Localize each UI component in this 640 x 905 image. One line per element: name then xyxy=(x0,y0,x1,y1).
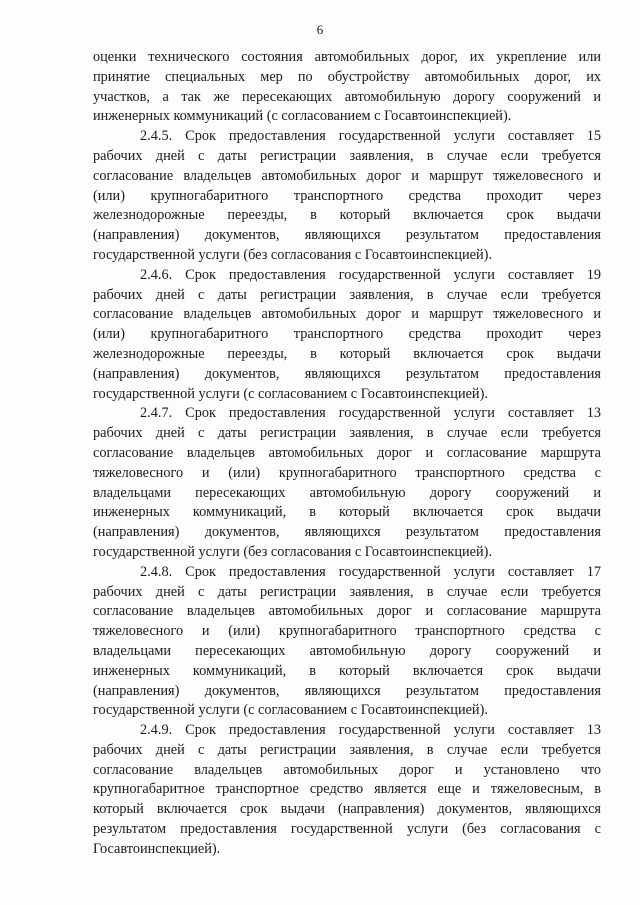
text-line: железнодорожные переезды, в который включается срок выдачи xyxy=(93,207,601,224)
text-line: инженерных коммуникаций, в который включается срок выдачи xyxy=(93,662,601,679)
text-line: инженерных коммуникаций, в который включается срок выдачи xyxy=(93,504,601,521)
text-line: согласование владельцев автомобильных дорог и согласование маршрута xyxy=(93,603,601,620)
text-line: 2.4.9. Срок предоставления государственной услуги составляет 13 xyxy=(140,722,601,739)
text-line: согласование владельцев автомобильных дорог и согласование маршрута xyxy=(93,444,601,461)
text-line: государственной услуги (без согласования с Госавтоинспекцией). xyxy=(93,543,493,560)
text-line: (направления) документов, являющихся результатом предоставления xyxy=(93,524,601,541)
text-line: согласование владельцев автомобильных дорог и маршрут тяжеловесного и xyxy=(93,306,601,323)
text-line: (направления) документов, являющихся результатом предоставления xyxy=(93,682,601,699)
text-line: рабочих дней с даты регистрации заявления, в случае если требуется xyxy=(93,425,601,442)
text-line: 2.4.7. Срок предоставления государственной услуги составляет 13 xyxy=(140,405,601,422)
text-line: инженерных коммуникаций (с согласованием с Госавтоинспекцией). xyxy=(93,108,512,125)
text-line: государственной услуги (с согласованием с Госавтоинспекцией). xyxy=(93,702,488,719)
text-line: железнодорожные переезды, в который включается срок выдачи xyxy=(93,345,601,362)
text-line: (направления) документов, являющихся результатом предоставления xyxy=(93,227,601,244)
text-line: владельцами пересекающих автомобильную дорогу сооружений и xyxy=(93,484,601,501)
text-line: согласование владельцев автомобильных дорог и маршрут тяжеловесного и xyxy=(93,167,601,184)
text-line: 2.4.5. Срок предоставления государственной услуги составляет 15 xyxy=(140,128,601,145)
text-line: тяжеловесного и (или) крупногабаритного транспортного средства с xyxy=(93,464,601,481)
text-line: согласование владельцев автомобильных дорог и установлено что xyxy=(93,761,601,778)
text-line: государственной услуги (с согласованием с Госавтоинспекцией). xyxy=(93,385,488,402)
text-line: который включается срок выдачи (направления) документов, являющихся xyxy=(93,801,601,818)
text-line: (направления) документов, являющихся результатом предоставления xyxy=(93,365,601,382)
text-line: тяжеловесного и (или) крупногабаритного транспортного средства с xyxy=(93,623,601,640)
text-line: крупногабаритное транспортное средство является еще и тяжеловесным, в xyxy=(93,781,601,798)
text-line: рабочих дней с даты регистрации заявления, в случае если требуется xyxy=(93,583,601,600)
page-number: 6 xyxy=(316,22,324,37)
text-line: рабочих дней с даты регистрации заявления, в случае если требуется xyxy=(93,286,601,303)
text-line: участков, а так же пересекающих автомобильную дорогу сооружений и xyxy=(93,88,601,105)
text-line: рабочих дней с даты регистрации заявления, в случае если требуется xyxy=(93,147,601,164)
text-line: принятие специальных мер по обустройству автомобильных дорог, их xyxy=(93,68,601,85)
text-line: 2.4.6. Срок предоставления государственной услуги составляет 19 xyxy=(140,266,601,283)
text-line: результатом предоставления государственной услуги (без согласования с xyxy=(93,821,601,838)
text-line: 2.4.8. Срок предоставления государственной услуги составляет 17 xyxy=(140,563,601,580)
text-line: владельцами пересекающих автомобильную дорогу сооружений и xyxy=(93,642,601,659)
text-line: (или) крупногабаритного транспортного средства проходит через xyxy=(93,187,601,204)
document-body xyxy=(93,48,601,860)
text-line: рабочих дней с даты регистрации заявления, в случае если требуется xyxy=(93,741,601,758)
text-line: государственной услуги (без согласования с Госавтоинспекцией). xyxy=(93,246,493,263)
text-line: оценки технического состояния автомобильных дорог, их укрепление или xyxy=(93,49,601,65)
text-line: (или) крупногабаритного транспортного средства проходит через xyxy=(93,326,601,343)
text-line: Госавтоинспекцией). xyxy=(93,840,221,857)
